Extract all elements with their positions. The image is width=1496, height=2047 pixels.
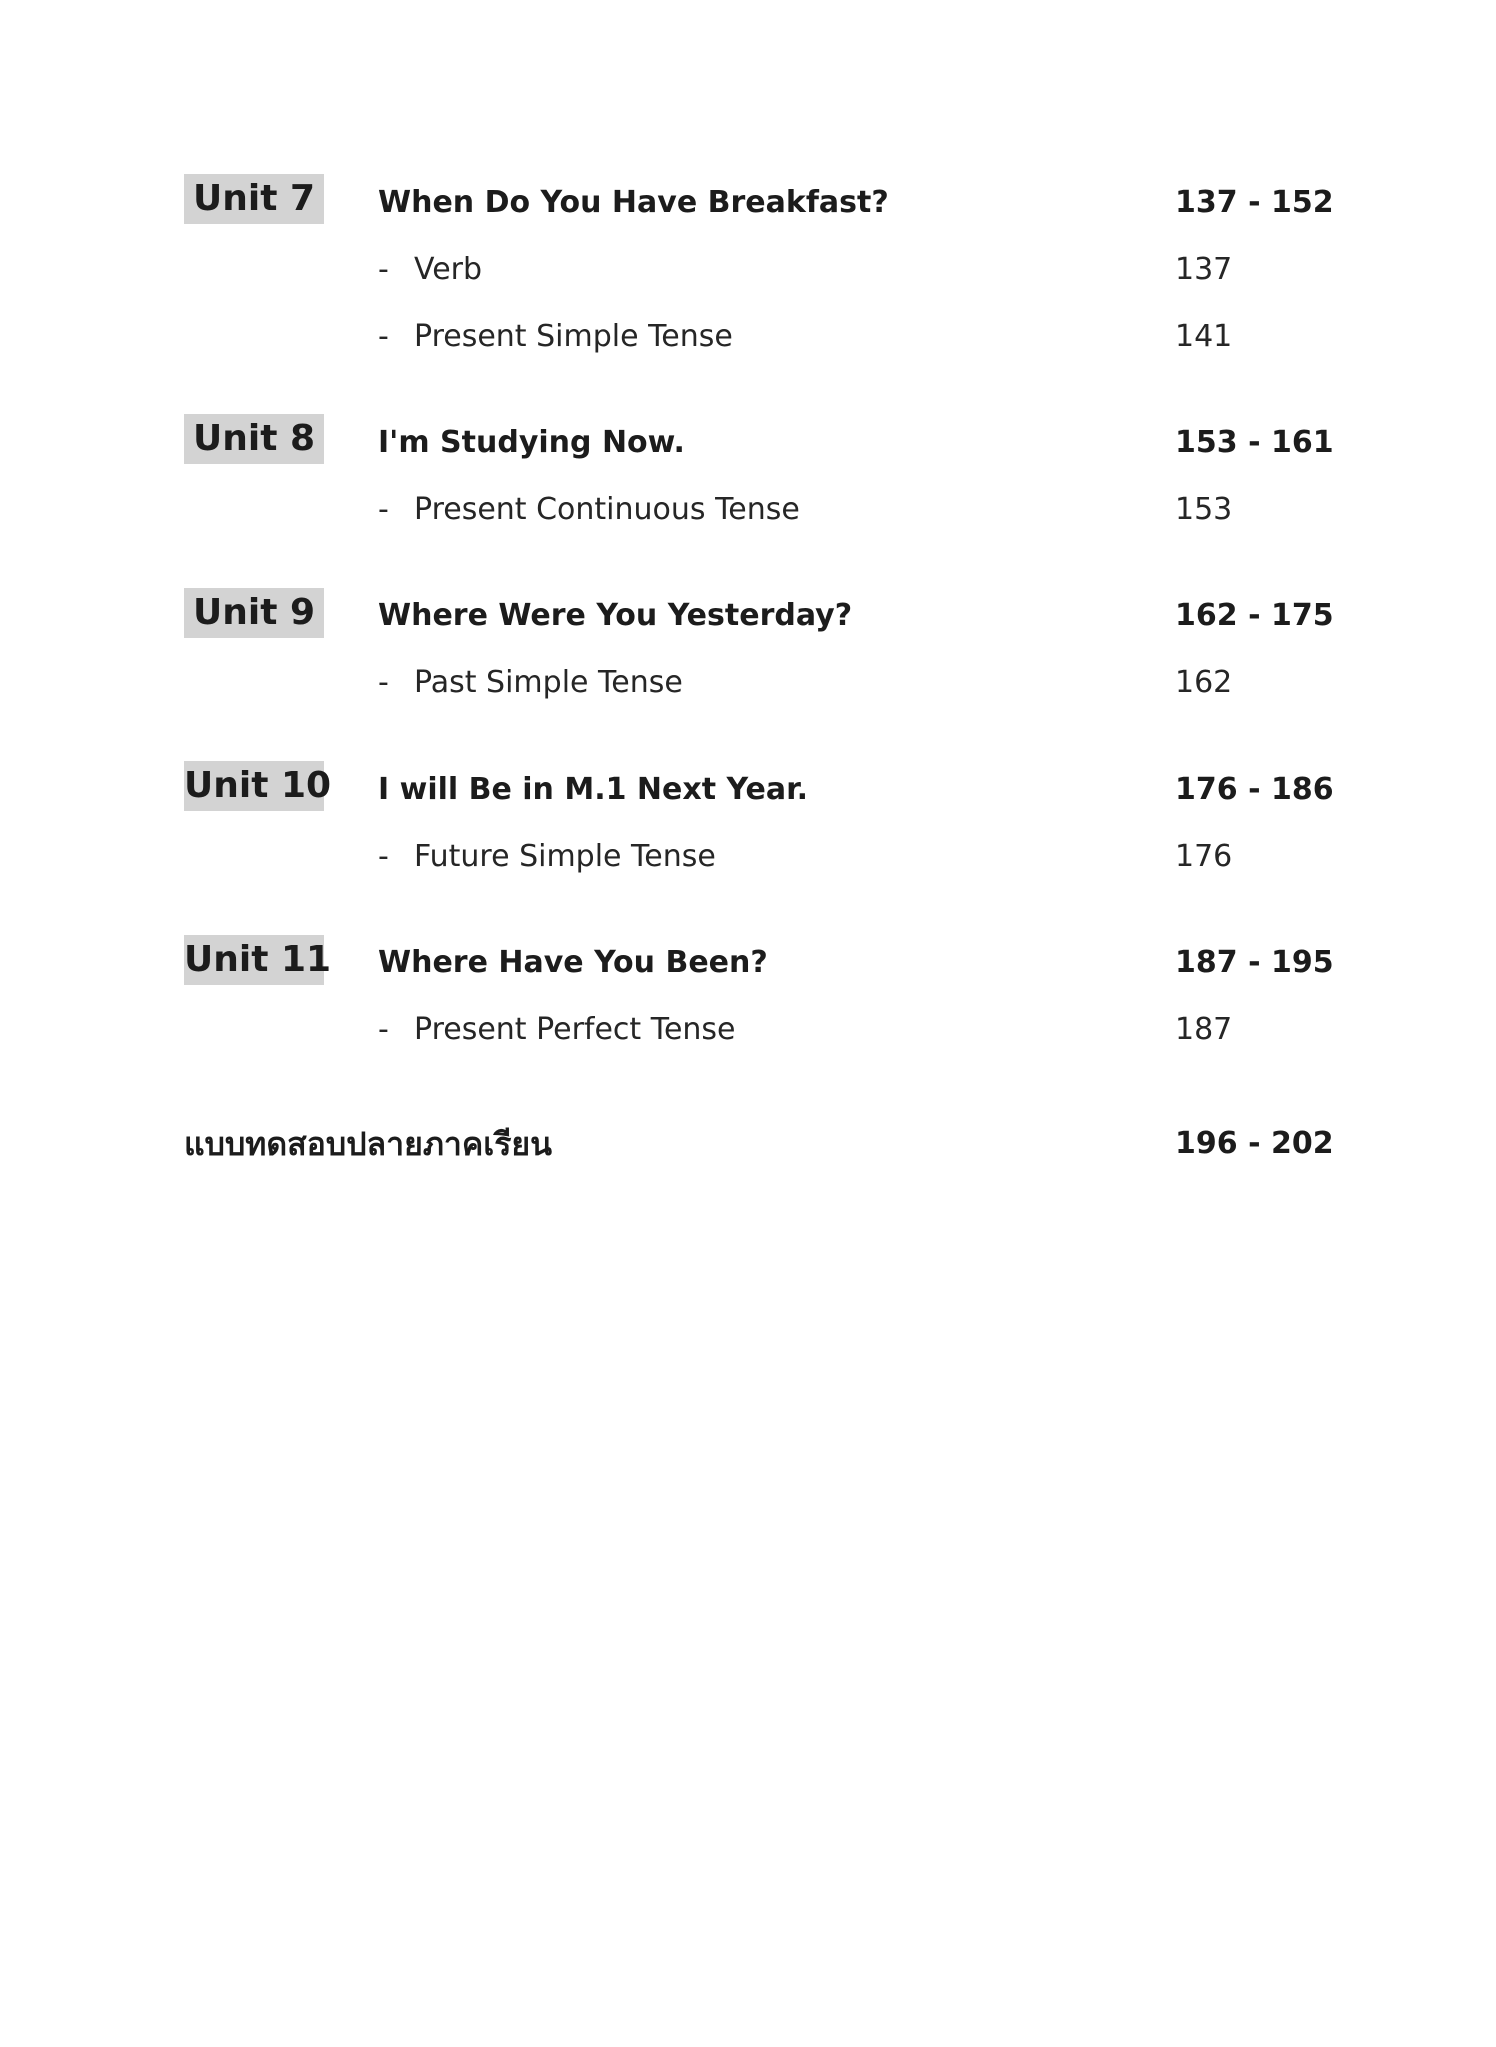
toc-subentry (378, 490, 800, 530)
unit-badge: Unit 10 (184, 761, 324, 811)
unit-badge: Unit 7 (184, 174, 324, 224)
unit-page-range: 137 - 152 (1175, 185, 1334, 220)
unit-page-range: 153 - 161 (1175, 425, 1334, 460)
unit-page-range: 162 - 175 (1175, 598, 1334, 633)
subentry-page: 141 (1175, 319, 1233, 354)
subentry-title: Past Simple Tense (414, 665, 683, 700)
subentry-title: Present Simple Tense (414, 319, 733, 354)
subentry-dash: - (378, 665, 389, 700)
toc-subentry (378, 837, 716, 877)
unit-title: Where Have You Been? (378, 945, 768, 980)
toc-subentry (378, 663, 683, 703)
subentry-dash: - (378, 252, 389, 287)
final-exam-page-range: 196 - 202 (1175, 1126, 1334, 1161)
unit-badge: Unit 8 (184, 414, 324, 464)
unit-page-range: 176 - 186 (1175, 772, 1334, 807)
unit-title: Where Were You Yesterday? (378, 598, 853, 633)
subentry-dash: - (378, 1012, 389, 1047)
subentry-title: Future Simple Tense (414, 839, 716, 874)
unit-badge: Unit 9 (184, 588, 324, 638)
subentry-page: 187 (1175, 1012, 1233, 1047)
subentry-page: 137 (1175, 252, 1233, 287)
unit-title: When Do You Have Breakfast? (378, 185, 889, 220)
subentry-title: Verb (414, 252, 483, 287)
unit-title: I will Be in M.1 Next Year. (378, 772, 808, 807)
subentry-page: 162 (1175, 665, 1233, 700)
subentry-dash: - (378, 839, 389, 874)
toc-subentry (378, 250, 482, 290)
toc-subentry (378, 1010, 736, 1050)
subentry-title: Present Continuous Tense (414, 492, 800, 527)
unit-title: I'm Studying Now. (378, 425, 685, 460)
subentry-dash: - (378, 319, 389, 354)
final-exam-title: แบบทดสอบปลายภาคเรียน (184, 1125, 553, 1163)
toc-subentry (378, 317, 733, 357)
subentry-title: Present Perfect Tense (414, 1012, 736, 1047)
subentry-page: 153 (1175, 492, 1233, 527)
subentry-page: 176 (1175, 839, 1233, 874)
unit-badge: Unit 11 (184, 935, 324, 985)
subentry-dash: - (378, 492, 389, 527)
unit-page-range: 187 - 195 (1175, 945, 1334, 980)
